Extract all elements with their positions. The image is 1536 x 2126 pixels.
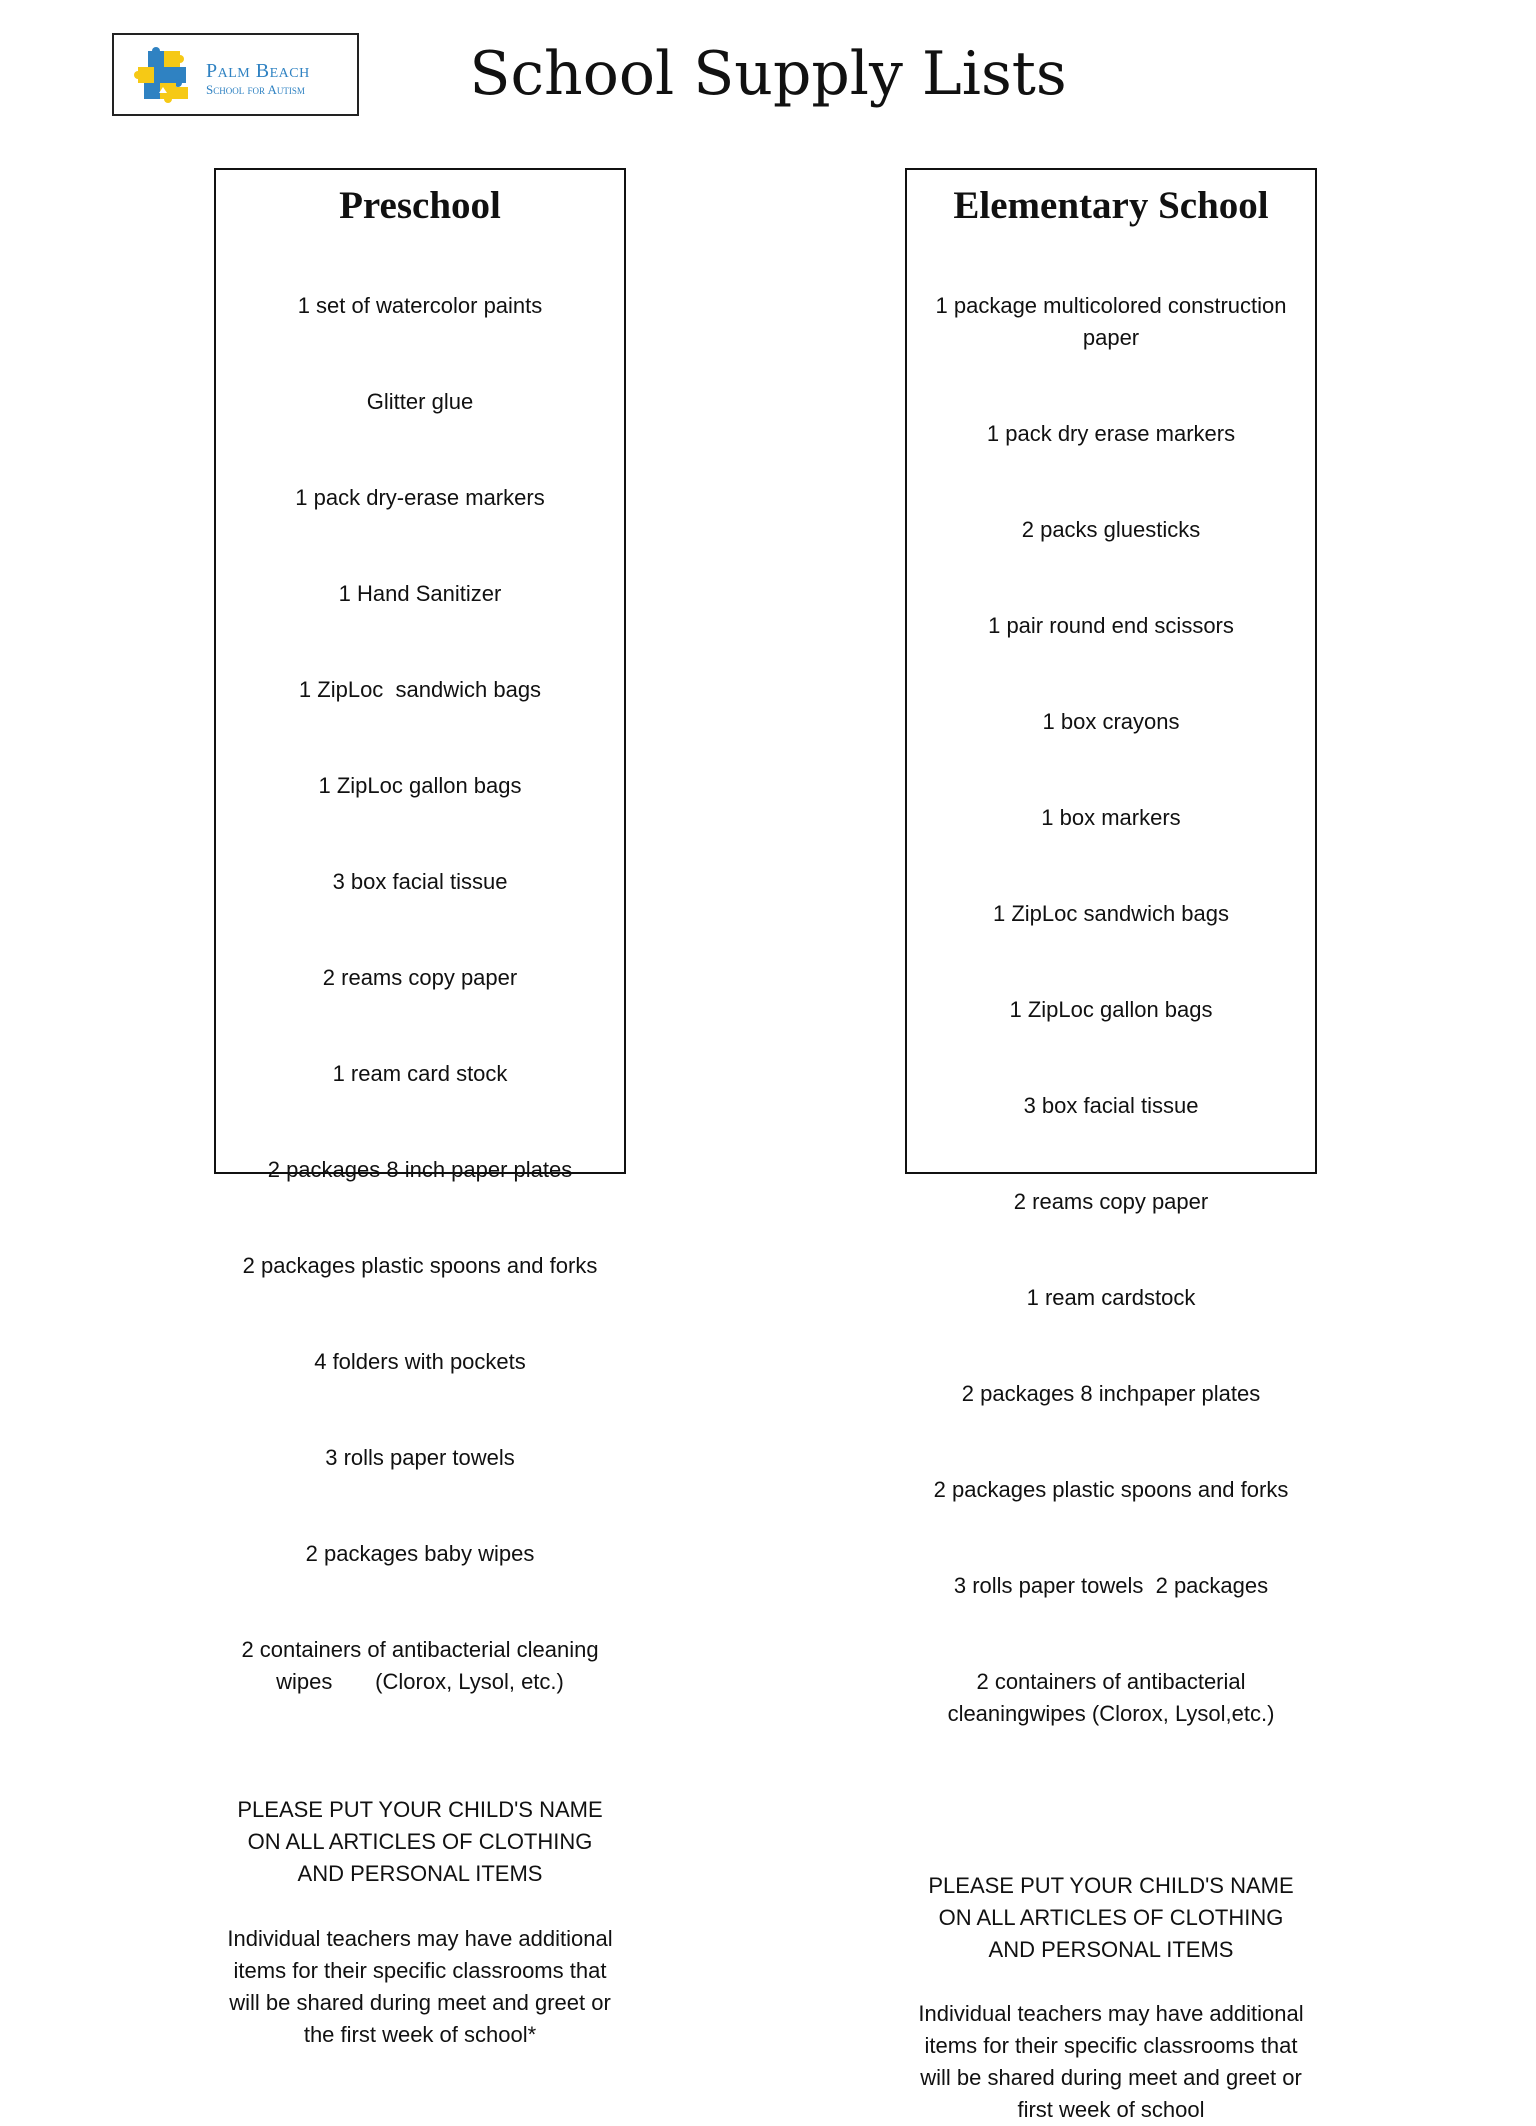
list-item: 2 packages plastic spoons and forks [933, 1477, 1289, 1502]
list-item: Glitter glue [366, 389, 474, 414]
list-item: 2 reams copy paper [1013, 1189, 1209, 1214]
list-item: 2 packs gluesticks [1021, 517, 1201, 542]
list-item: 3 box facial tissue [332, 869, 508, 894]
elementary-supply-list [907, 226, 1315, 1794]
logo-school-name: Palm Beach [206, 60, 310, 82]
preschool-supply-list [216, 226, 624, 1762]
list-item: 3 box facial tissue [1023, 1093, 1199, 1118]
preschool-heading: Preschool [339, 184, 501, 227]
list-item: 2 packages 8 inchpaper plates [961, 1381, 1261, 1406]
list-item: 1 box markers [1041, 805, 1181, 830]
preschool-panel [214, 168, 626, 2047]
list-item: 1 ZipLoc sandwich bags [992, 901, 1230, 926]
list-item: 3 rolls paper towels [325, 1445, 515, 1470]
list-item: 2 packages plastic spoons and forks [242, 1253, 598, 1278]
list-item: 1 ZipLoc gallon bags [1009, 997, 1213, 1022]
list-item: 3 rolls paper towels 2 packages [953, 1573, 1269, 1598]
list-item: 1 ream card stock [332, 1061, 508, 1086]
list-item: 1 Hand Sanitizer [338, 581, 502, 606]
list-item: 2 reams copy paper [322, 965, 518, 990]
list-item: 2 containers of antibacterial cleaningwipes (Clorox, Lysol,etc.) [947, 1669, 1275, 1726]
elementary-panel [905, 168, 1317, 2122]
list-item: 1 pack dry erase markers [986, 421, 1236, 446]
list-item: 1 pair round end scissors [988, 613, 1234, 638]
list-item: 2 packages 8 inch paper plates [267, 1157, 573, 1182]
name-labels-notice: PLEASE PUT YOUR CHILD'S NAME ON ALL ARTICLES OF CLOTHING AND PERSONAL ITEMS [237, 1797, 603, 1886]
list-item: 2 packages baby wipes [305, 1541, 535, 1566]
list-item: 4 folders with pockets [314, 1349, 526, 1374]
list-item: 1 box crayons [1042, 709, 1180, 734]
elementary-heading: Elementary School [953, 184, 1269, 227]
list-item: 1 set of watercolor paints [297, 293, 543, 318]
list-item: 1 ZipLoc sandwich bags [298, 677, 542, 702]
list-item: 1 ream cardstock [1026, 1285, 1196, 1310]
name-labels-notice: PLEASE PUT YOUR CHILD'S NAME ON ALL ARTICLES OF CLOTHING AND PERSONAL ITEMS [928, 1873, 1294, 1962]
logo-school-subtitle: School for Autism [206, 82, 305, 97]
list-item: 1 pack dry-erase markers [295, 485, 545, 510]
list-item: 1 package multicolored construction paper [935, 293, 1293, 350]
teachers-note: Individual teachers may have additional items for their specific classrooms that will be shared during meet and greet or the first week of school* [227, 1926, 613, 2047]
list-item: 1 ZipLoc gallon bags [318, 773, 522, 798]
page-title: School Supply Lists [469, 39, 1067, 109]
teachers-note: Individual teachers may have additional items for their specific classrooms that will be shared during meet and greet or first week of school [918, 2001, 1304, 2122]
list-item: 2 containers of antibacterial cleaning wipes (Clorox, Lysol, etc.) [241, 1637, 605, 1694]
